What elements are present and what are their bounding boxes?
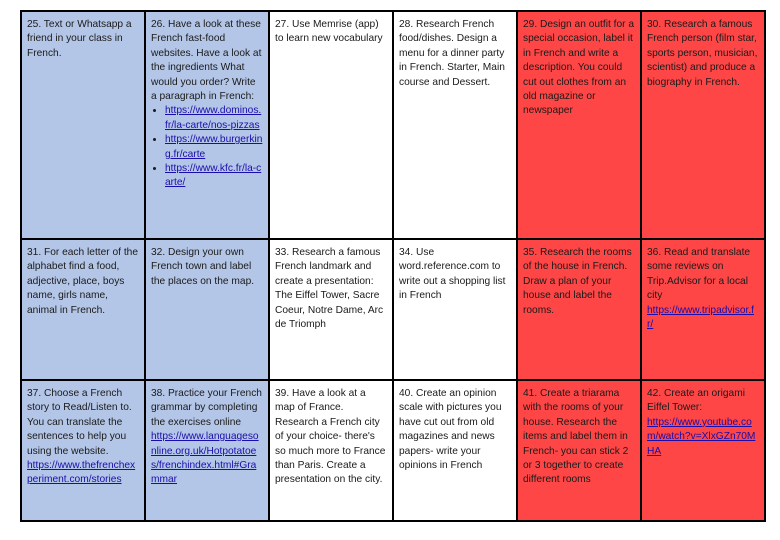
task-cell-39 — [269, 380, 393, 521]
task-text: 34. Use word.reference.com to write out a shopping list in French — [399, 247, 506, 302]
task-cell-38 — [145, 380, 269, 521]
task-cell-29 — [517, 11, 641, 239]
task-text: 37. Choose a French story to Read/Listen to. You can translate the sentences to help you using the website. — [27, 388, 132, 457]
task-cell-42 — [641, 380, 765, 521]
table-row — [21, 380, 765, 521]
task-text: 40. Create an opinion scale with pictures you have cut out from old magazines and news papers- write your opinions in French — [399, 388, 502, 472]
task-text: 25. Text or Whatsapp a friend in your class in French. — [27, 19, 132, 59]
dominos-link[interactable]: https://www.dominos.fr/la-carte/nos-pizzas — [165, 105, 262, 131]
table-row — [21, 11, 765, 239]
task-cell-37 — [21, 380, 145, 521]
task-text: 42. Create an origami Eiffel Tower: — [647, 388, 745, 414]
languages-online-link[interactable]: https://www.languagesonline.org.uk/Hotpotatoes/frenchindex.html#Grammar — [151, 431, 259, 486]
list-item — [165, 162, 264, 191]
task-cell-32 — [145, 239, 269, 380]
task-text: 35. Research the rooms of the house in French. Draw a plan of your house and label the rooms. — [523, 247, 632, 316]
task-text: 30. Research a famous French person (film star, sports person, musician, scientist) and produce a biography in French. — [647, 19, 758, 88]
activity-grid — [20, 10, 766, 522]
task-cell-31 — [21, 239, 145, 380]
task-text: 28. Research French food/dishes. Design a menu for a dinner party in French. Starter, Main course and Dessert. — [399, 19, 505, 88]
french-experiment-link[interactable]: https://www.thefrenchexperiment.com/stories — [27, 460, 136, 486]
link-list — [151, 104, 264, 190]
kfc-link[interactable]: https://www.kfc.fr/la-carte/ — [165, 163, 262, 189]
task-cell-41 — [517, 380, 641, 521]
tripadvisor-link[interactable]: https://www.tripadvisor.fr/ — [647, 304, 755, 331]
task-text: 29. Design an outfit for a special occasion, label it in French and write a description. You could cut out clothes from an old magazine or newspaper — [523, 19, 634, 117]
task-cell-27 — [269, 11, 393, 239]
task-cell-36 — [641, 239, 765, 380]
task-cell-26 — [145, 11, 269, 239]
task-text: 32. Design your own French town and label the places on the map. — [151, 247, 255, 287]
task-cell-34 — [393, 239, 517, 380]
task-text: 26. Have a look at these French fast-food websites. Have a look at the ingredients What would you order? Write a paragraph in French: — [151, 19, 262, 103]
task-text: 38. Practice your French grammar by completing the exercises online — [151, 388, 262, 428]
task-text: 31. For each letter of the alphabet find a food, adjective, place, boys name, girls name, animal in French. — [27, 247, 138, 316]
task-text: 33. Research a famous French landmark and create a presentation: The Eiffel Tower, Sacre Coeur, Notre Dame, Arc de Triomph — [275, 247, 384, 331]
task-text: 27. Use Memrise (app) to learn new vocabulary — [275, 19, 383, 45]
task-cell-25 — [21, 11, 145, 239]
list-item — [165, 104, 264, 133]
task-text: 41. Create a triarama with the rooms of your house. Research the items and label them in French- you can stick 2 or 3 together to create different rooms — [523, 388, 629, 486]
youtube-link[interactable]: https://www.youtube.com/watch?v=XlxGZn70MHA — [647, 416, 756, 457]
table-row — [21, 239, 765, 380]
task-cell-35 — [517, 239, 641, 380]
task-cell-28 — [393, 11, 517, 239]
task-text: 36. Read and translate some reviews on Trip.Advisor for a local city — [647, 247, 751, 302]
list-item — [165, 133, 264, 162]
task-cell-33 — [269, 239, 393, 380]
task-text: 39. Have a look at a map of France. Research a French city of your choice- there's so much more to France than Paris. Create a presentation on the city. — [275, 388, 386, 486]
task-cell-30 — [641, 11, 765, 239]
burgerking-link[interactable]: https://www.burgerking.fr/carte — [165, 134, 263, 160]
task-cell-40 — [393, 380, 517, 521]
